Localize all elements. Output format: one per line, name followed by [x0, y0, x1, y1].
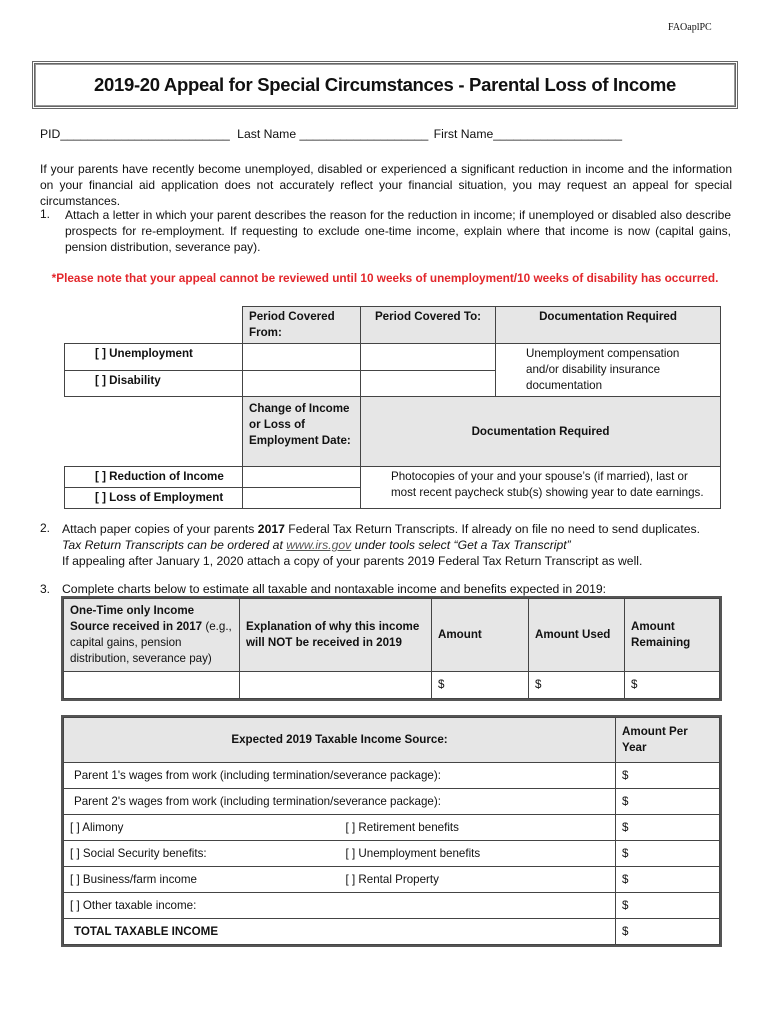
checkbox-reduction-income[interactable]: [ ] Reduction of Income: [65, 467, 243, 488]
pid-field[interactable]: PID_________________________: [40, 127, 230, 141]
disability-to-input[interactable]: [361, 370, 496, 397]
header-income-source: [64, 599, 240, 672]
period-table: [64, 306, 721, 509]
intro-text: If your parents have recently become unemployed, disabled or experienced a significant reduction in income and the information on your financial aid application does not accurately reflect your financial situation, you may request an appeal for special circumstances.: [40, 162, 732, 208]
item2-text: [62, 521, 700, 569]
header-amount-used: Amount Used: [529, 599, 625, 672]
unemployment-to-input[interactable]: [361, 344, 496, 371]
item1-number: 1.: [40, 207, 51, 221]
checkbox-retirement[interactable]: [ ] Retirement benefits: [340, 815, 616, 841]
explanation-input[interactable]: [240, 672, 432, 699]
header-period-to: Period Covered To:: [361, 307, 496, 344]
checkbox-alimony[interactable]: [ ] Alimony: [64, 815, 340, 841]
checkbox-disability[interactable]: [ ] Disability: [65, 370, 243, 397]
header-amount-per-year: Amount Per Year: [616, 718, 720, 763]
irs-link[interactable]: www.irs.gov: [286, 538, 352, 552]
header-documentation: Documentation Required: [496, 307, 721, 344]
header-amount-remaining: Amount Remaining: [625, 599, 720, 672]
header-income-source-rest: (e.g., capital gains, pension distribution, severance pay): [70, 620, 232, 665]
item2-line3: If appealing after January 1, 2020 attach a copy of your parents 2019 Federal Tax Return Transcript as well.: [62, 554, 643, 568]
checkbox-loss-employment[interactable]: [ ] Loss of Employment: [65, 488, 243, 509]
title-box: [32, 61, 738, 109]
amount-used-input[interactable]: $: [529, 672, 625, 699]
documentation-text-2: Photocopies of your and your spouse’s (if married), last or most recent paycheck stub(s) showing year to date earnings.: [361, 467, 721, 509]
header-explanation: Explanation of why this income will NOT be received in 2019: [240, 599, 432, 672]
header-period-from: Period Covered From:: [243, 307, 361, 344]
row4-amount[interactable]: $: [616, 841, 720, 867]
checkbox-social-security[interactable]: [ ] Social Security benefits:: [64, 841, 340, 867]
item2-post: Federal Tax Return Transcripts. If already on file no need to send duplicates.: [284, 522, 700, 536]
parent1-wages-amount[interactable]: $: [616, 763, 720, 789]
reduction-date-input[interactable]: [243, 467, 361, 488]
row-parent2-wages: Parent 2's wages from work (including termination/severance package):: [64, 789, 616, 815]
amount-input[interactable]: $: [432, 672, 529, 699]
item2-year: 2017: [257, 522, 285, 536]
disability-from-input[interactable]: [243, 370, 361, 397]
form-code: FAOaplPC: [668, 22, 712, 33]
item3-number: 3.: [40, 582, 51, 596]
warning-note: *Please note that your appeal cannot be reviewed until 10 weeks of unemployment/10 weeks of disability has occurred.: [51, 271, 719, 285]
row3-amount[interactable]: $: [616, 815, 720, 841]
header-amount: Amount: [432, 599, 529, 672]
first-name-field[interactable]: First Name___________________: [433, 127, 623, 141]
total-taxable-amount[interactable]: $: [616, 919, 720, 945]
total-taxable-label: TOTAL TAXABLE INCOME: [64, 919, 616, 945]
amount-remaining-input[interactable]: $: [625, 672, 720, 699]
checkbox-business-farm[interactable]: [ ] Business/farm income: [64, 867, 340, 893]
item3-text: Complete charts below to estimate all taxable and nontaxable income and benefits expected in 2019:: [62, 582, 607, 596]
page-title: 2019-20 Appeal for Special Circumstances - Parental Loss of Income: [93, 74, 676, 95]
row6-amount[interactable]: $: [616, 893, 720, 919]
name-fields: [40, 127, 622, 141]
checkbox-other-taxable[interactable]: [ ] Other taxable income:: [64, 893, 616, 919]
header-income-source-bold: One-Time only Income Source received in 2017: [70, 604, 203, 633]
row5-amount[interactable]: $: [616, 867, 720, 893]
item2-number: 2.: [40, 521, 51, 535]
income-source-input[interactable]: [64, 672, 240, 699]
parent2-wages-amount[interactable]: $: [616, 789, 720, 815]
one-time-income-table: [63, 598, 720, 699]
item1-text: Attach a letter in which your parent describes the reason for the reduction in income; if unemployed or disabled also describe prospects for re-employment. If requesting to exclude one-time income, explain where that income is now (capital gains, pension distribution, severance pay).: [65, 208, 731, 254]
header-change-date: Change of Income or Loss of Employment Date:: [243, 397, 361, 467]
last-name-field[interactable]: Last Name ___________________: [237, 127, 429, 141]
checkbox-unemployment-benefits[interactable]: [ ] Unemployment benefits: [340, 841, 616, 867]
header-documentation-2: Documentation Required: [361, 397, 721, 467]
taxable-income-table: [63, 717, 720, 945]
checkbox-rental-property[interactable]: [ ] Rental Property: [340, 867, 616, 893]
documentation-text-1: Unemployment compensation and/or disability insurance documentation: [496, 344, 721, 397]
item2-italic-post: under tools select “Get a Tax Transcript”: [351, 538, 571, 552]
unemployment-from-input[interactable]: [243, 344, 361, 371]
item2-pre: Attach paper copies of your parents: [62, 522, 258, 536]
loss-date-input[interactable]: [243, 488, 361, 509]
header-taxable-source: Expected 2019 Taxable Income Source:: [64, 718, 616, 763]
row-parent1-wages: Parent 1's wages from work (including termination/severance package):: [64, 763, 616, 789]
checkbox-unemployment[interactable]: [ ] Unemployment: [65, 344, 243, 371]
item2-italic-pre: Tax Return Transcripts can be ordered at: [62, 538, 287, 552]
